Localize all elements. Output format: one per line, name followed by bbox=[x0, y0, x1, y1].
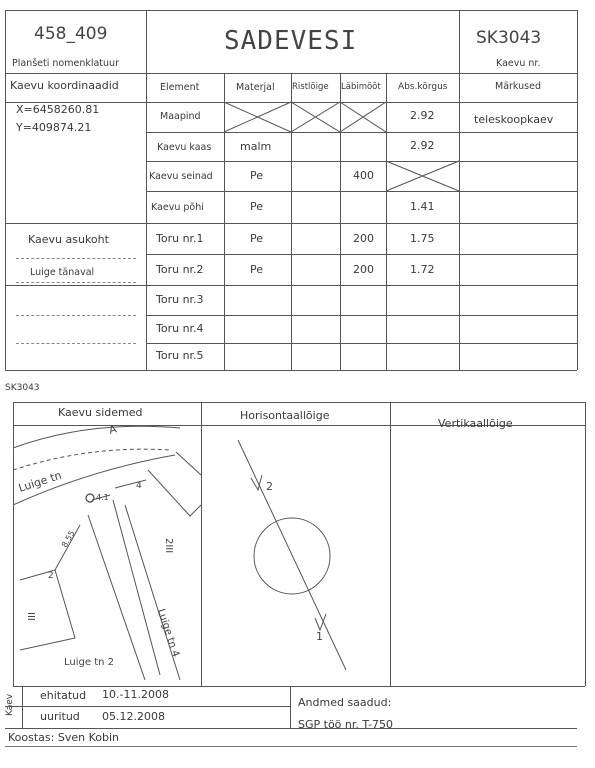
section-vertical-title: Vertikaallõige bbox=[438, 417, 513, 430]
col-header-material: Materjal bbox=[236, 82, 275, 93]
row-material: Pe bbox=[250, 232, 264, 245]
footer-side-label: Kaev bbox=[5, 693, 15, 716]
pipe-label: 2 bbox=[266, 480, 273, 493]
location-label: Kaevu asukoht bbox=[28, 233, 109, 246]
building-label-left: III bbox=[25, 612, 36, 621]
row-element: Toru nr.3 bbox=[156, 293, 204, 306]
row-element: Kaevu kaas bbox=[157, 142, 212, 153]
pipe-label: 1 bbox=[316, 630, 323, 643]
section-links-title: Kaevu sidemed bbox=[58, 406, 143, 419]
row-material: Pe bbox=[250, 263, 264, 276]
row-diameter: 200 bbox=[353, 263, 374, 276]
col-header-section: Ristlõige bbox=[292, 82, 329, 92]
data-source-title: Andmed saadud: bbox=[298, 696, 392, 709]
plan-label: Planšeti nomenklatuur bbox=[12, 58, 119, 69]
section-horizontal-title: Horisontaallõige bbox=[240, 409, 330, 422]
location-value: Luige tänaval bbox=[30, 267, 95, 278]
row-abs: 2.92 bbox=[410, 109, 435, 122]
lower-well-id: SK3043 bbox=[5, 383, 40, 393]
col-header-diameter: Läbimõõt bbox=[341, 82, 381, 92]
dimension-label: 2 bbox=[48, 571, 54, 581]
row-element: Toru nr.4 bbox=[156, 322, 204, 335]
row-diameter: 400 bbox=[353, 169, 374, 182]
row-abs: 1.41 bbox=[410, 200, 435, 213]
row-abs: 1.72 bbox=[410, 263, 435, 276]
row-element: Toru nr.2 bbox=[156, 263, 204, 276]
row-element: Toru nr.1 bbox=[156, 232, 204, 245]
surveyed-label: uuritud bbox=[40, 710, 80, 723]
coordinate-y: Y=409874.21 bbox=[16, 121, 92, 134]
row-material: malm bbox=[240, 140, 272, 153]
row-diameter: 200 bbox=[353, 232, 374, 245]
well-marker-icon bbox=[86, 494, 94, 502]
coordinate-x: X=6458260.81 bbox=[16, 103, 100, 116]
row-material: Pe bbox=[250, 200, 264, 213]
row-abs: 2.92 bbox=[410, 139, 435, 152]
page-title: SADEVESI bbox=[224, 26, 358, 56]
built-value: 10.-11.2008 bbox=[102, 688, 169, 701]
road-label-a: A bbox=[107, 422, 119, 437]
col-header-notes: Märkused bbox=[495, 81, 541, 92]
street-label-right: Luige tn 4 bbox=[155, 607, 182, 659]
col-header-element: Element bbox=[160, 82, 200, 93]
building-label-right: 2III bbox=[163, 538, 174, 554]
street-label-top: Luige tn bbox=[16, 468, 64, 495]
surveyed-value: 05.12.2008 bbox=[102, 710, 165, 723]
well-id: SK3043 bbox=[476, 28, 542, 48]
row-notes: teleskoopkaev bbox=[474, 113, 554, 126]
horizontal-section-drawing bbox=[238, 440, 346, 670]
data-source-value: SGP töö nr. T-750 bbox=[298, 718, 394, 731]
coordinates-label: Kaevu koordinaadid bbox=[10, 79, 119, 92]
row-material: Pe bbox=[250, 169, 264, 182]
row-element: Kaevu põhi bbox=[151, 202, 204, 213]
row-element: Kaevu seinad bbox=[149, 171, 213, 182]
built-label: ehitatud bbox=[40, 689, 87, 702]
col-header-abs: Abs.kõrgus bbox=[398, 82, 448, 92]
dimension-label: 4.1 bbox=[96, 493, 109, 502]
street-label-bottom: Luige tn 2 bbox=[64, 657, 114, 668]
dimension-label: 8.55 bbox=[59, 529, 77, 549]
dimension-label: 4 bbox=[136, 481, 142, 491]
author: Koostas: Sven Kobin bbox=[8, 731, 119, 744]
row-element: Toru nr.5 bbox=[156, 349, 204, 362]
row-element: Maapind bbox=[160, 111, 201, 122]
row-abs: 1.75 bbox=[410, 232, 435, 245]
plan-number: 458_409 bbox=[34, 24, 108, 44]
well-label: Kaevu nr. bbox=[496, 58, 541, 69]
